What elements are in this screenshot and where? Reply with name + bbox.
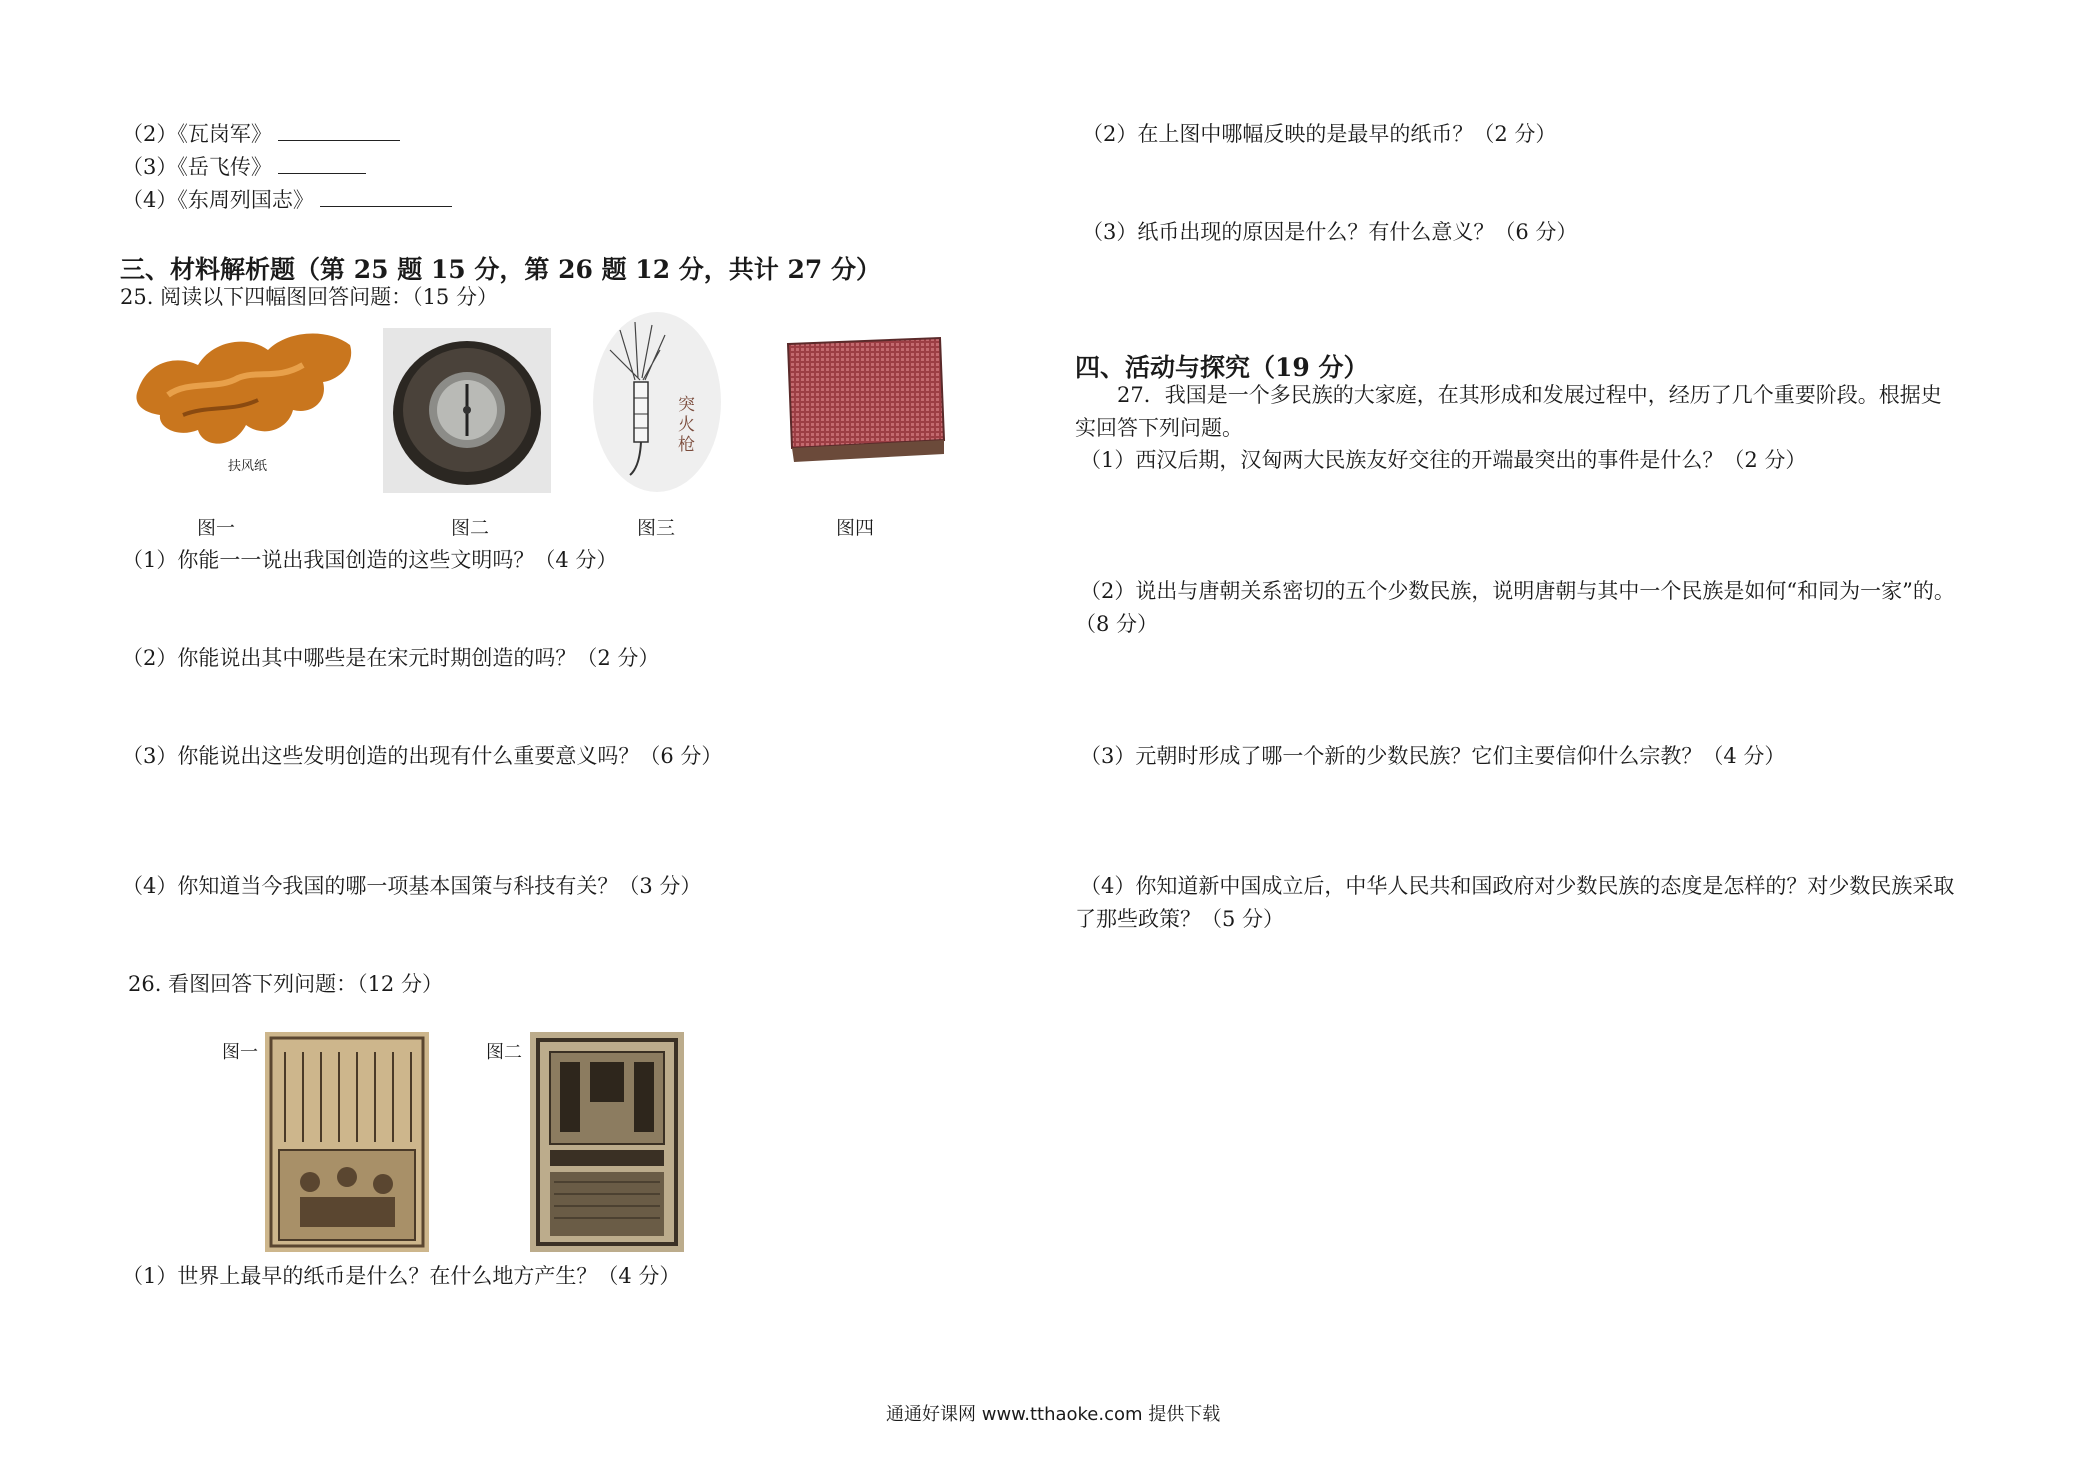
figure-movable-type-image [780,332,948,465]
question-26-3: （3）纸币出现的原因是什么？有什么意义？（6 分） [1082,220,1578,244]
fill-item-3: （3）《岳飞传》 [122,153,366,181]
section-3-title: 三、材料解析题（第 25 题 15 分，第 26 题 12 分，共计 27 分） [120,255,881,284]
answer-blank[interactable] [278,120,400,141]
question-25-3: （3）你能说出这些发明创造的出现有什么重要意义吗？（6 分） [122,744,723,768]
page-footer: 通通好课网 www.tthaoke.com 提供下载 [886,1404,1221,1425]
question-27-4-line2: 了那些政策？（5 分） [1075,907,1285,931]
figure-caption-1: 图一 [197,517,236,539]
question-27-3: （3）元朝时形成了哪一个新的少数民族？它们主要信仰什么宗教？（4 分） [1080,744,1786,768]
figure-fire-lance-image [590,310,725,495]
note-label-2: 图二 [486,1042,522,1063]
figure-paper-image [128,320,358,475]
figure-yuan-banknote-image [530,1032,684,1252]
question-26-1: （1）世界上最早的纸币是什么？在什么地方产生？（4 分） [122,1264,681,1288]
fire-lance-label: 突 火 枪 [678,395,695,455]
question-26-intro: 26. 看图回答下列问题：（12 分） [128,972,443,996]
answer-blank[interactable] [278,153,366,174]
note-label-1: 图一 [222,1042,258,1063]
figure-caption-3: 图三 [637,517,676,539]
question-27-2-line1: （2）说出与唐朝关系密切的五个少数民族，说明唐朝与其中一个民族是如何“和同为一家”的。 [1080,579,1955,603]
question-27-intro-line1: 27．我国是一个多民族的大家庭，在其形成和发展过程中，经历了几个重要阶段。根据史 [1117,383,1942,407]
figure-paper-label: 扶风纸 [228,459,268,474]
question-27-intro-line2: 实回答下列问题。 [1075,416,1243,440]
question-26-2: （2）在上图中哪幅反映的是最早的纸币？（2 分） [1082,122,1557,146]
section-4-title: 四、活动与探究（19 分） [1075,353,1369,382]
question-25-4: （4）你知道当今我国的哪一项基本国策与科技有关？（3 分） [122,874,702,898]
fill-item-4: （4）《东周列国志》 [122,186,452,214]
figure-caption-2: 图二 [451,517,490,539]
question-25-2: （2）你能说出其中哪些是在宋元时期创造的吗？（2 分） [122,646,660,670]
question-25-intro: 25. 阅读以下四幅图回答问题：（15 分） [120,285,498,309]
question-27-2-line2: （8 分） [1075,612,1159,636]
question-27-4-line1: （4）你知道新中国成立后，中华人民共和国政府对少数民族的态度是怎样的？对少数民族采取 [1080,874,1955,898]
question-27-1: （1）西汉后期，汉匈两大民族友好交往的开端最突出的事件是什么？（2 分） [1080,448,1807,472]
fill-item-2: （2）《瓦岗军》 [122,120,400,148]
figure-jiaozi-banknote-image [265,1032,429,1252]
answer-blank[interactable] [320,186,452,207]
question-25-1: （1）你能一一说出我国创造的这些文明吗？（4 分） [122,548,618,572]
figure-caption-4: 图四 [836,517,875,539]
figure-compass-image [383,328,551,493]
